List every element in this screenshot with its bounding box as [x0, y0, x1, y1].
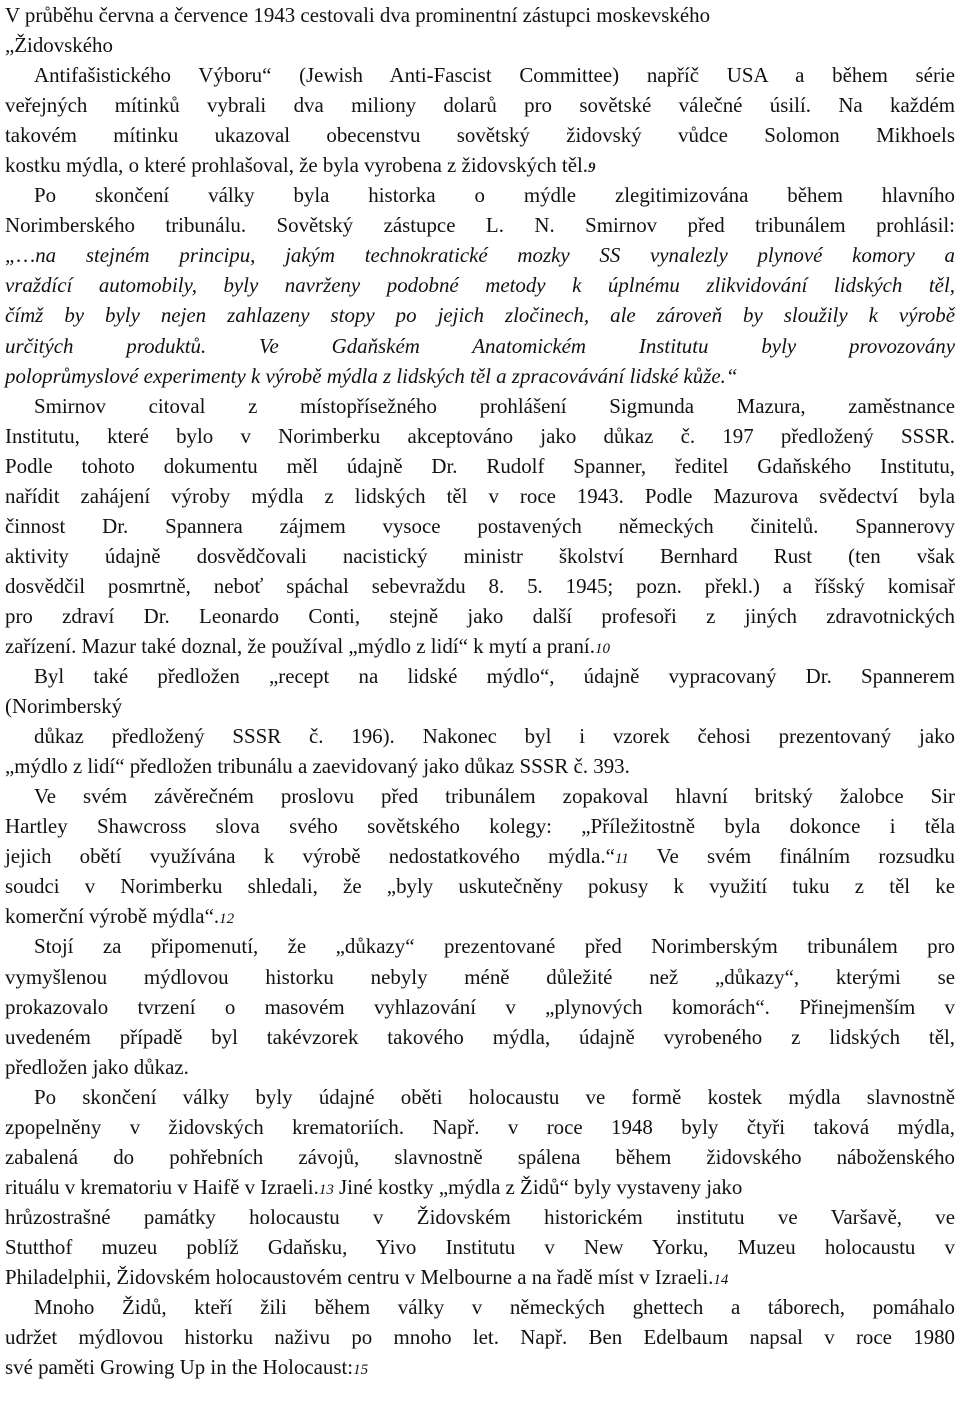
text-line: Smirnov citoval z místopřísežného prohlášení Sigmunda Mazura, zaměstnance — [34, 393, 955, 418]
text-line: důkaz předložený SSSR č. 196). Nakonec byl i vzorek čehosi prezentovaný jako — [34, 724, 955, 749]
footnote-ref: 15 — [353, 1362, 369, 1379]
text-line — [5, 1172, 955, 1202]
text-line: prokazovalo tvrzení o masovém vyhlazování v „plynových komorách“. Přinejmenším v — [5, 994, 955, 1019]
text-segment: své paměti Growing Up in the Holocaust: — [5, 1355, 354, 1380]
text-line: Norimberského tribunálu. Sovětský zástupce L. N. Smirnov před tribunálem prohlásil: — [5, 213, 955, 238]
text-line: Institutu, které bylo v Norimberku akceptováno jako důkaz č. 197 předložený SSSR. — [5, 423, 955, 448]
text-line: (Norimberský — [5, 694, 123, 719]
text-line: činnost Dr. Spannera zájmem vysoce postavených německých činitelů. Spannerovy — [5, 513, 955, 538]
text-line: Stojí za připomenutí, že „důkazy“ prezentované před Norimberským tribunálem pro — [34, 934, 955, 959]
text-line: hrůzostrašné památky holocaustu v Židovském historickém institutu ve Varšavě, ve — [5, 1204, 955, 1229]
text-line: Po skončení války byly údajné oběti holocaustu ve formě kostek mýdla slavnostně — [34, 1084, 955, 1109]
text-line: aktivity údajně dosvědčovali nacistický ministr školství Bernhard Rust (ten však — [5, 543, 955, 568]
text-line: V průběhu června a července 1943 cestovali dva prominentní zástupci moskevského — [5, 3, 711, 27]
text-line: Antifašistického Výboru“ (Jewish Anti-Fascist Committee) napříč USA a během série — [34, 63, 955, 88]
text-line — [5, 841, 955, 871]
quote-line: „…na stejném principu, jakým technokratické mozky SS vynalezly plynové komory a — [5, 243, 955, 268]
text-segment: Jiné kostky „mýdla z Židů“ byly vystaveny jako — [333, 1174, 743, 1199]
text-segment: jejich obětí využívána k výrobě nedostatkového mýdla.“ — [5, 844, 615, 869]
text-line: pro zdraví Dr. Leonardo Conti, stejně jako další profesoři z jiných zdravotnických — [5, 603, 955, 628]
quote-line: čímž by byly nejen zahlazeny stopy po jejich zločinech, ale zároveň by sloužily k výrobě — [5, 303, 955, 328]
text-segment: rituálu v krematoriu v Haifě v Izraeli. — [5, 1174, 319, 1199]
text-line: veřejných mítinků vybrali dva miliony dolarů pro sovětské válečné úsilí. Na každém — [5, 93, 955, 118]
text-line: udržet mýdlovou historku naživu po mnoho let. Např. Ben Edelbaum napsal v roce 1980 — [5, 1325, 955, 1350]
text-line: zpopelněny v židovských krematoriích. Např. v roce 1948 byly čtyři taková mýdla, — [5, 1114, 955, 1139]
text-line: takovém mítinku ukazoval obecenstvu sovětský židovský vůdce Solomon Mikhoels — [5, 123, 955, 148]
text-line — [5, 150, 955, 180]
text-line: Mnoho Židů, kteří žili během války v německých ghettech a táborech, pomáhalo — [34, 1295, 955, 1320]
footnote-ref: 12 — [219, 911, 235, 928]
text-line: vymyšlenou mýdlovou historku nebyly méně důležité než „důkazy“, kterými se — [5, 964, 955, 989]
footnote-ref: 13 — [318, 1181, 334, 1198]
text-line — [5, 901, 955, 931]
quote-line: určitých produktů. Ve Gdaňském Anatomickém Institutu byly provozovány — [5, 333, 955, 358]
footnote-ref: 10 — [594, 640, 610, 657]
text-line: Ve svém závěrečném proslovu před tribunálem zopakoval hlavní britský žalobce Sir — [34, 784, 955, 809]
text-line — [5, 631, 955, 661]
text-line — [5, 1352, 955, 1382]
text-line — [5, 1262, 955, 1292]
text-segment: Philadelphii, Židovském holocaustovém centru v Melbourne a na řadě míst v Izraeli. — [5, 1264, 714, 1289]
text-line: uvedeném případě byl takévzorek takového mýdla, údajně vyrobeného z lidských těl, — [5, 1024, 955, 1049]
text-line: Podle tohoto dokumentu měl údajně Dr. Rudolf Spanner, ředitel Gdaňského Institutu, — [5, 453, 955, 478]
footnote-ref: 14 — [713, 1271, 729, 1288]
text-segment: Ve svém finálním rozsudku — [628, 844, 955, 869]
text-line: zabalená do pohřebních závojů, slavnostně spálena během židovského náboženského — [5, 1144, 955, 1169]
document-page — [5, 0, 955, 1382]
footnote-ref: 11 — [614, 851, 629, 868]
text-line: Byl také předložen „recept na lidské mýdlo“, údajně vypracovaný Dr. Spannerem — [34, 664, 955, 689]
text-segment: zařízení. Mazur také doznal, že používal „mýdlo z lidí“ k mytí a praní. — [5, 633, 595, 658]
footnote-ref: 9 — [588, 160, 596, 177]
text-line: „Židovského — [5, 33, 113, 58]
quote-line: poloprůmyslové experimenty k výrobě mýdla z lidských těl a zpracovávání lidské kůže.“ — [5, 363, 738, 388]
text-line: Stutthof muzeu poblíž Gdaňsku, Yivo Institutu v New Yorku, Muzeu holocaustu v — [5, 1234, 955, 1259]
quote-line: vraždící automobily, byly navrženy podobné metody k úplnému zlikvidování lidských těl, — [5, 273, 955, 298]
text-segment: komerční výrobě mýdla“. — [5, 904, 220, 929]
text-segment: kostku mýdla, o které prohlašoval, že byla vyrobena z židovských těl. — [5, 153, 589, 178]
text-line: soudci v Norimberku shledali, že „byly uskutečněny pokusy k využití tuku z těl ke — [5, 874, 955, 899]
text-line: předložen jako důkaz. — [5, 1054, 189, 1079]
text-line: „mýdlo z lidí“ předložen tribunálu a zaevidovaný jako důkaz SSSR č. 393. — [5, 754, 630, 779]
text-line: nařídit zahájení výroby mýdla z lidských těl v roce 1943. Podle Mazurova svědectví byla — [5, 483, 955, 508]
text-line: dosvědčil posmrtně, neboť spáchal sebevraždu 8. 5. 1945; pozn. překl.) a říšský komisař — [5, 573, 955, 598]
text-line: Po skončení války byla historka o mýdle zlegitimizována během hlavního — [34, 183, 955, 208]
text-line: Hartley Shawcross slova svého sovětského kolegy: „Příležitostně byla dokonce i těla — [5, 814, 955, 839]
